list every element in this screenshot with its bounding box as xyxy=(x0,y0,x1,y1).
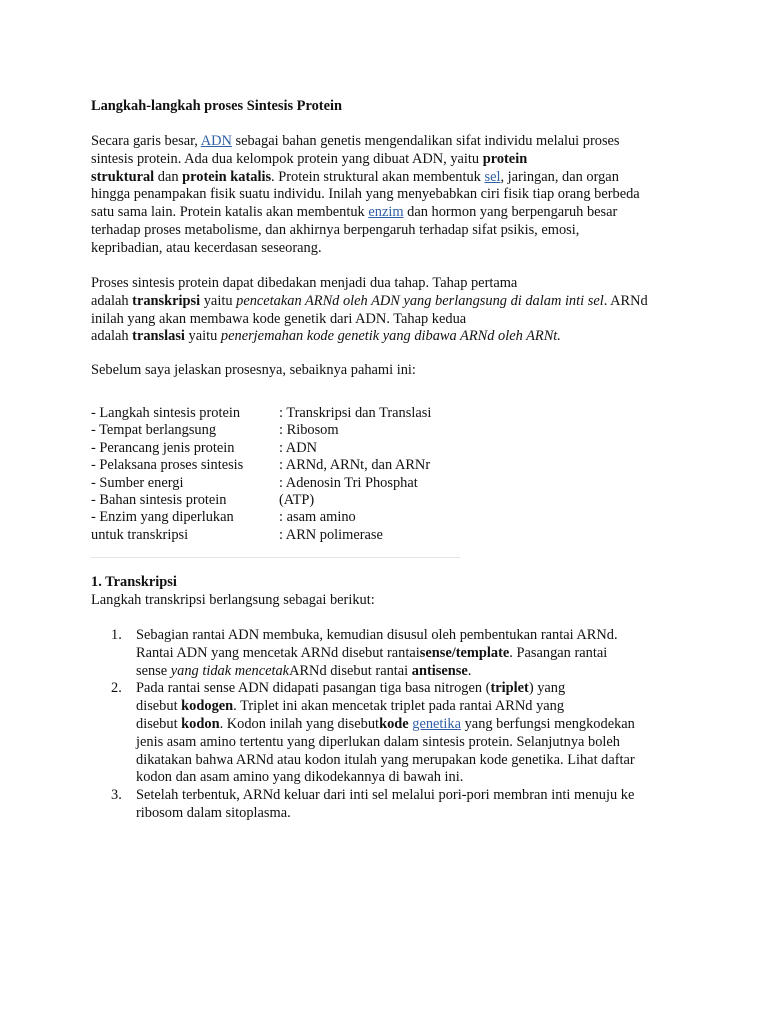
section-heading: 1. Transkripsi xyxy=(91,574,177,590)
pre-list-paragraph: Sebelum saya jelaskan prosesnya, sebaiknya pahami ini: xyxy=(91,362,416,378)
adn-link[interactable]: ADN xyxy=(200,133,232,149)
document-page: Langkah-langkah proses Sintesis Protein Secara garis besar, ADN sebagai bahan genetis mengendalikan sifat individu melalui proses sintesis protein. Ada dua kelompok protein yang dibuat ADN, yaitu protein struktural dan protein katalis. Protein struktural akan membentuk sel, jaringan, dan organ hingga penampakan fisik suatu individu. Inilah yang menyebabkan ciri fisik tiap orang berbeda satu sama lain. Protein katalis akan membentuk enzim dan hormon yang berpengaruh besar terhadap proses metabolisme, dan akhirnya berpengaruh terhadap sifat psikis, emosi, kepribadian, atau kecerdasan seseorang. Proses sintesis protein dapat dibedakan menjadi dua tahap. Tahap pertama adalah transkripsi yaitu pencetakan ARNd oleh ADN yang berlangsung di dalam inti sel. ARNd inilah yang akan membawa kode genetik dari ADN. Tahap kedua adalah translasi yaitu penerjemahan kode genetik yang dibawa ARNd oleh ARNt. Sebelum saya jelaskan prosesnya, sebaiknya pahami ini: - Langkah sintesis protein : Transkripsi dan Translasi - Tempat berlangsung : Ribosom - Perancang jenis protein : ADN - Pelaksana proses sintesis : ARNd, ARNt, dan ARNr - Sumber energi : Adenosin Tri Phosphat - Bahan sintesis protein (ATP) - Enzim yang diperlukan : asam amino untuk transkripsi : ARN polimerase 1. Transkripsi Langkah transkripsi berlangsung sebagai berikut: 1. Sebagian rantai ADN membuka, kemudian disusul oleh pembentukan rantai ARNd. Rantai ADN yang mencetak ARNd disebut rantaisense/template. Pasangan rantai sense yang tidak mencetakARNd disebut rantai antisense. 2. Pada rantai sense ADN didapati pasangan tiga basa nitrogen (triplet) yang disebut kodogen. Triplet ini akan mencetak triplet pada rantai ARNd yang disebut kodon. Kodon inilah yang disebutkode genetika yang berfungsi mengkodekan jenis asam amino tertentu yang diperlukan dalam sintesis protein. Selanjutnya boleh dikatakan bahwa ARNd atau kodon itulah yang merupakan kode genetika. Lihat daftar kodon dan asam amino yang dikodekannya di bawah ini. 3. Setelah terbentuk, ARNd keluar dari inti sel melalui pori-pori membran inti menuju ke ribosom dalam sitoplasma. xyxy=(91,98,648,821)
horizontal-divider xyxy=(91,557,460,558)
document-title: Langkah-langkah proses Sintesis Protein xyxy=(91,98,342,114)
intro-paragraph: Secara garis besar, ADN sebagai bahan genetis mengendalikan sifat individu melalui proses sintesis protein. Ada dua kelompok protein yang dibuat ADN, yaitu protein struktural dan protein katalis. Protein struktural akan membentuk sel, jaringan, dan organ hingga penampakan fisik suatu individu. Inilah yang menyebabkan ciri fisik tiap orang berbeda satu sama lain. Protein katalis akan membentuk enzim dan hormon yang berpengaruh besar terhadap proses metabolisme, dan akhirnya berpengaruh terhadap sifat psikis, emosi, kepribadian, atau kecerdasan seseorang. xyxy=(91,133,640,256)
genetika-link[interactable]: genetika xyxy=(412,715,462,732)
stages-paragraph: Proses sintesis protein dapat dibedakan menjadi dua tahap. Tahap pertama adalah transkripsi yaitu pencetakan ARNd oleh ADN yang berlangsung di dalam inti sel. ARNd inilah yang akan membawa kode genetik dari ADN. Tahap kedua adalah translasi yaitu penerjemahan kode genetik yang dibawa ARNd oleh ARNt. xyxy=(91,275,648,345)
section-intro: Langkah transkripsi berlangsung sebagai berikut: xyxy=(91,592,375,608)
sel-link[interactable]: sel xyxy=(484,168,501,185)
enzim-link[interactable]: enzim xyxy=(368,204,404,221)
